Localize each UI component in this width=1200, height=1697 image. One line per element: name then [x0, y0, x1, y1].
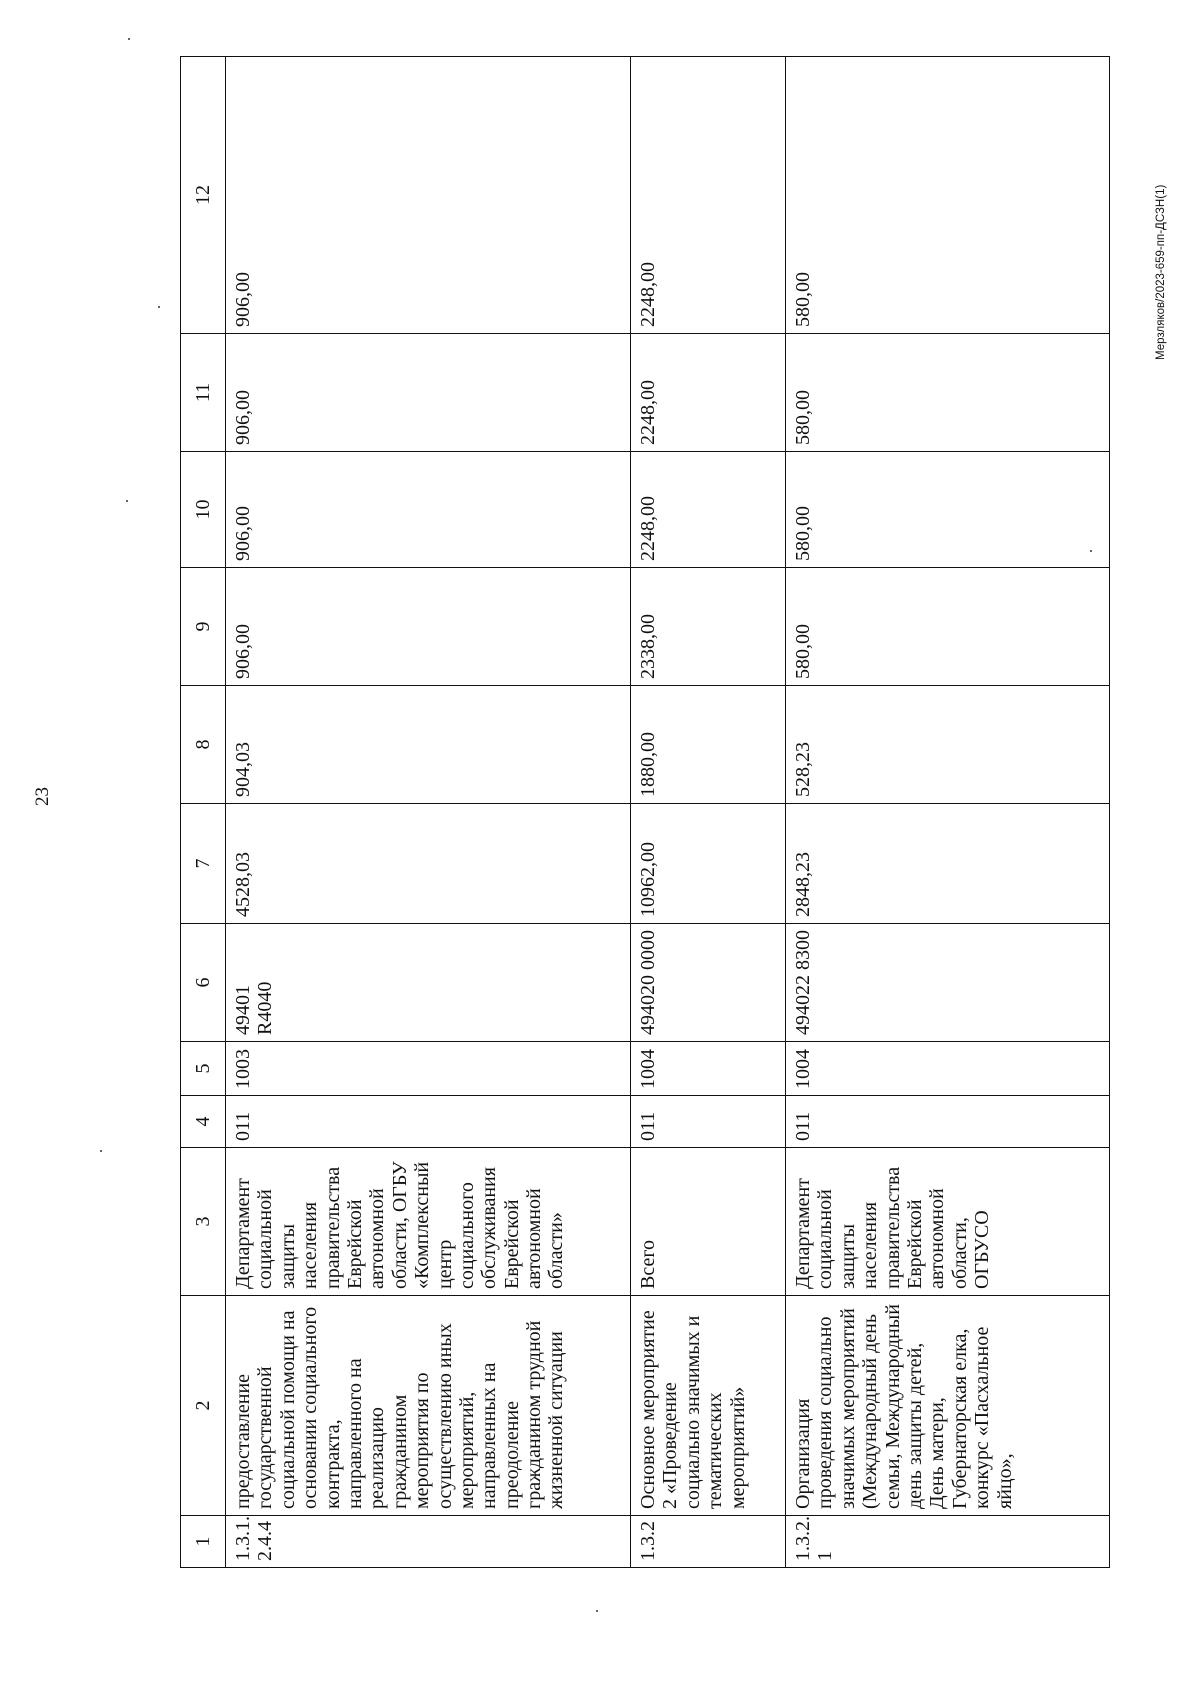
row-year-value: 2248,00: [631, 57, 786, 334]
row-grbs: 011: [631, 1096, 786, 1148]
scan-speck: [158, 306, 160, 308]
row-executor: Департамент социальной защиты населения правительства Еврейской автономной области, ОГБУСО: [786, 1148, 1110, 1296]
budget-table: [180, 56, 1110, 1568]
row-year-value: 1880,00: [631, 686, 786, 804]
header-cell: 4: [181, 1096, 226, 1148]
row-year-value: 580,00: [786, 57, 1110, 334]
row-year-value: 580,00: [786, 452, 1110, 568]
header-cell: 8: [181, 686, 226, 804]
row-target: 494022 8300: [786, 924, 1110, 1042]
row-year-value: 2338,00: [631, 568, 786, 686]
document-id: Мерзляков/2023-659-пп-ДСЗН(1): [1155, 184, 1167, 360]
row-section: 1004: [631, 1042, 786, 1096]
rotated-table-container: [180, 57, 1110, 1568]
row-year-value: 904,03: [226, 686, 631, 804]
row-year-value: 528,23: [786, 686, 1110, 804]
row-section: 1004: [786, 1042, 1110, 1096]
header-cell: 10: [181, 452, 226, 568]
scan-speck: [128, 38, 130, 40]
header-cell: 1: [181, 1516, 226, 1568]
header-row: [181, 57, 226, 1568]
scan-speck: [126, 500, 128, 502]
header-cell: 12: [181, 57, 226, 334]
row-code: 1.3.1. 2.4.4: [226, 1516, 631, 1568]
row-total: 10962,00: [631, 804, 786, 924]
header-cell: 11: [181, 334, 226, 452]
header-cell: 5: [181, 1042, 226, 1096]
row-total: 2848,23: [786, 804, 1110, 924]
row-year-value: 906,00: [226, 334, 631, 452]
row-description: Организация проведения социально значимых мероприятий (Международный день семьи, Международный день защиты детей, День матери, Губернаторская елка, конкурс «Пасхальное яйцо»,: [786, 1296, 1110, 1516]
row-year-value: 906,00: [226, 452, 631, 568]
row-description: Основное мероприятие 2 «Проведение социально значимых и тематических мероприятий»: [631, 1296, 786, 1516]
row-grbs: 011: [786, 1096, 1110, 1148]
row-target: 49401 R4040: [226, 924, 631, 1042]
table-row: [226, 57, 631, 1568]
row-year-value: 2248,00: [631, 452, 786, 568]
scan-speck: [100, 1150, 102, 1152]
page-number: 23: [32, 787, 53, 806]
row-description: предоставление государственной социальной помощи на основании социального контракта, направленного на реализацию гражданином мероприятия по осуществлению иных мероприятий, направленных на преодоление гражданином трудной жизненной ситуации: [226, 1296, 631, 1516]
header-cell: 3: [181, 1148, 226, 1296]
row-year-value: 580,00: [786, 568, 1110, 686]
row-year-value: 906,00: [226, 568, 631, 686]
header-cell: 9: [181, 568, 226, 686]
header-cell: 6: [181, 924, 226, 1042]
scan-speck: [596, 1610, 598, 1612]
row-executor: Всего: [631, 1148, 786, 1296]
row-executor: Департамент социальной защиты населения правительства Еврейской автономной области, ОГБУ «Комплексный центр социального обслуживания Еврейской автономной области»: [226, 1148, 631, 1296]
table-row: [786, 57, 1110, 1568]
row-section: 1003: [226, 1042, 631, 1096]
table-row: [631, 57, 786, 1568]
row-code: 1.3.2: [631, 1516, 786, 1568]
row-year-value: 906,00: [226, 57, 631, 334]
row-target: 494020 0000: [631, 924, 786, 1042]
scan-speck: [1090, 550, 1092, 552]
row-year-value: 580,00: [786, 334, 1110, 452]
row-code: 1.3.2. 1: [786, 1516, 1110, 1568]
header-cell: 2: [181, 1296, 226, 1516]
header-cell: 7: [181, 804, 226, 924]
row-year-value: 2248,00: [631, 334, 786, 452]
row-total: 4528,03: [226, 804, 631, 924]
row-grbs: 011: [226, 1096, 631, 1148]
